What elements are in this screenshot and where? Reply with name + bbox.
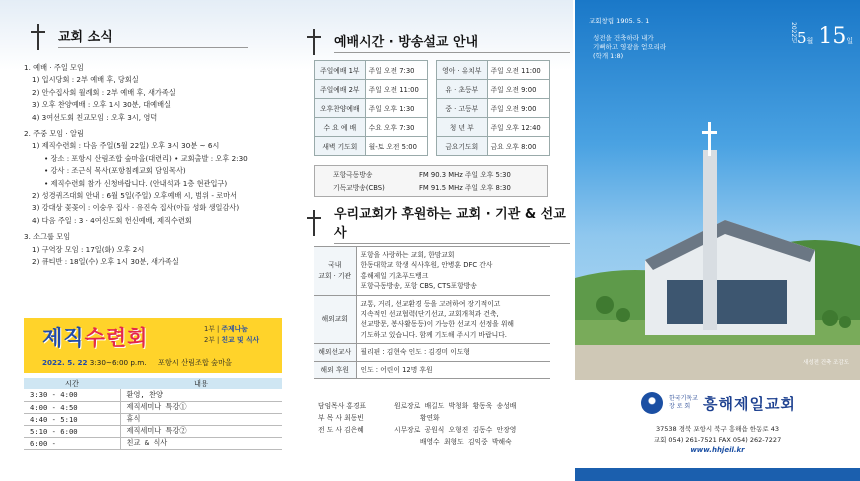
col-header-time: 시간 [24, 378, 120, 389]
cover-day-unit: 일 [846, 37, 854, 45]
news-group-heading: 1. 예배 · 주일 모임 [24, 63, 84, 72]
support-line: 교통, 거리, 선교환경 등을 고려하여 장기적이고 [360, 299, 501, 308]
worship-times-table-right [436, 60, 550, 156]
staff-row: 황연화 [394, 414, 440, 422]
cell-time: 3:30 - 4:00 [24, 389, 120, 401]
table-row [24, 389, 282, 401]
worship-title: 예배시간 · 방송설교 안내 [334, 31, 570, 53]
table-header-row [24, 378, 282, 389]
support-line: 지속적인 선교협력(단기선교, 교회개척과 건축, [360, 310, 499, 319]
tree [596, 296, 614, 314]
cross-icon [306, 29, 322, 55]
denomination [669, 395, 698, 411]
table-row [314, 361, 550, 378]
verse-line: 성전을 건축하라 내가 [593, 34, 654, 42]
support-category: 해외선교사 [314, 344, 356, 361]
support-detail [356, 295, 550, 344]
support-line: 포항극동방송, 포항 CBS, CTS포항방송 [360, 282, 477, 291]
cover-panel [575, 0, 860, 481]
support-line: 포항을 사랑하는 교회, 한맘교회 [360, 251, 455, 259]
bell-tower [703, 150, 717, 330]
table-row [24, 425, 282, 437]
table-row [314, 247, 550, 296]
news-item: 2) 큐티반 : 18일(수) 오후 1시 30분, 새가족실 [32, 257, 179, 267]
service-time: 월-토 오전 5:00 [365, 137, 427, 156]
news-item: 3) 오후 찬양예배 : 오후 1시 30분, 대예배실 [32, 100, 171, 110]
support-detail [356, 344, 550, 361]
table-row [24, 401, 282, 413]
service-time: 주일 오전 7:30 [365, 61, 427, 80]
news-group-worship [24, 62, 286, 124]
service-name: 오후찬양예배 [315, 99, 366, 118]
church-building-illustration [575, 0, 860, 380]
support-line: 한동대학교 학생 식사후원, 안병훈 DFC 간사 [360, 261, 493, 270]
service-time: 수요 오후 7:30 [365, 118, 427, 137]
support-line: 선교방문, 봉사활동등)이 가능한 선교지 선정을 위해 [360, 320, 514, 329]
church-news-title: 교회 소식 [58, 26, 248, 48]
news-item: 2) 성경퀴즈대회 안내 : 6월 5일(주일) 오후예배 시, 범위 - 로마서 [32, 191, 238, 201]
retreat-tag-1 [204, 324, 259, 335]
support-line: 인도 : 어린이 12명 후원 [360, 365, 433, 374]
news-item: • 제직수련회 참가 신청바랍니다. (안내석과 1층 현관입구) [44, 178, 228, 188]
support-category: 해외교회 [314, 295, 356, 344]
table-row [315, 99, 428, 118]
news-item: 4) 3여선도회 친교모임 : 오후 3시, 영덕 [32, 112, 158, 122]
retreat-title-a: 제직 [42, 326, 85, 350]
support-category: 해외 후원 [314, 361, 356, 378]
dept-time: 주일 오전 9:00 [487, 80, 549, 99]
cell-content: 친교 & 식사 [120, 437, 282, 449]
church-name: 흥해제일교회 [702, 394, 796, 413]
table-row [437, 61, 550, 80]
cover-year: 2022년 [790, 22, 797, 44]
dept-name: 청 년 부 [437, 118, 488, 137]
support-line: 홍해제일 기초푸드뱅크 [360, 271, 429, 280]
broadcast-row [333, 169, 547, 182]
denomination-line: 한국기독교 [669, 395, 698, 402]
church-logo [641, 392, 796, 414]
staff-row: 부 목 사 최동빈 [318, 414, 364, 422]
cell-time: 4:00 - 4:50 [24, 401, 120, 413]
support-line: 기도하고 있습니다. 함께 기도해 주시기 바랍니다. [360, 330, 507, 339]
cover-month-unit: 월 [806, 37, 814, 45]
verse-line: 기뻐하고 영광을 얻으리라 [593, 43, 667, 51]
retreat-title-b: 수련회 [84, 326, 149, 350]
established-text: 교회창립 1905. 5. 1 [589, 17, 650, 25]
verse-line: (학개 1:8) [593, 52, 624, 60]
retreat-tag-1-part: 1부 | [204, 325, 222, 333]
church-phone: 교회 054) 261-7521 FAX 054) 262-7227 [653, 436, 782, 444]
retreat-time: 3:30~6:00 p.m. [89, 358, 147, 367]
support-line: 필리핀 : 김현숙 인도 : 김경미 이도형 [360, 348, 470, 357]
table-row [24, 437, 282, 449]
cell-time: 5:10 - 6:00 [24, 425, 120, 437]
church-address: 37538 경북 포항시 북구 흥해읍 한동로 43 [656, 425, 779, 433]
staff-row: 시무장로 공원식 오형진 김동수 안장영 [394, 426, 517, 434]
service-time: 주일 오전 11:00 [365, 80, 427, 99]
cell-content: 휴식 [120, 413, 282, 425]
dept-name: 유 · 초등부 [437, 80, 488, 99]
table-row [24, 413, 282, 425]
cover-month: 5 [797, 29, 807, 47]
elders-column [394, 400, 550, 448]
support-detail [356, 361, 550, 378]
table-row [314, 295, 550, 344]
col-header-content: 내용 [120, 378, 282, 389]
news-group-heading: 3. 소그룹 모임 [24, 232, 71, 242]
retreat-tags [204, 324, 259, 346]
tower-cross-horizontal [702, 131, 717, 134]
church-emblem-icon [641, 392, 663, 414]
news-item: 1) 구역장 모임 : 17일(화) 오후 2시 [32, 244, 145, 254]
news-group-heading: 2. 주중 모임 · 알림 [24, 129, 84, 139]
tree [616, 308, 630, 322]
church-news-header [30, 22, 248, 52]
news-item: 3) 강대상 꽃꽂이 : 이숭우 집사 · 유진숙 집사(아들 성화 생일감사) [32, 203, 240, 213]
broadcast-box [314, 165, 548, 197]
news-item: 4) 다음 주일 : 3 · 4여신도회 헌신예배, 제직수련회 [32, 215, 192, 225]
building-glass [667, 280, 787, 324]
dept-time: 주일 오후 12:40 [487, 118, 549, 137]
table-row [437, 137, 550, 156]
table-row [437, 118, 550, 137]
broadcast-station: 포항극동방송 [333, 171, 373, 179]
church-news-panel [0, 0, 290, 481]
support-category: 국내 교회 · 기관 [314, 247, 356, 296]
retreat-place: 포항시 산림조합 숲마을 [157, 358, 232, 367]
news-list [24, 62, 286, 273]
cover-image [575, 0, 860, 380]
cell-time: 4:40 - 5:10 [24, 413, 120, 425]
retreat-tag-2-part: 2부 | [204, 336, 222, 344]
staff-row: 원로장로 배길도 박청화 황동욱 송성배 [394, 402, 517, 410]
support-title: 우리교회가 후원하는 교회 · 기관 & 선교사 [334, 203, 570, 244]
retreat-tag-1-label: 주제나눔 [221, 325, 248, 333]
table-row [437, 99, 550, 118]
illustration-caption: 새성전 건축 조감도 [803, 360, 850, 366]
broadcast-row [333, 182, 547, 195]
service-name: 새벽 기도회 [315, 137, 366, 156]
service-name: 주일예배 1부 [315, 61, 366, 80]
staff-row: 배영수 최형도 김익중 박해숙 [394, 438, 512, 446]
table-row [315, 80, 428, 99]
table-row [315, 118, 428, 137]
staff-row: 담임목사 홍경표 [318, 402, 367, 410]
tower-cross-vertical [708, 122, 711, 156]
worship-header [306, 27, 570, 57]
broadcast-station: 기독교방송(CBS) [333, 184, 385, 192]
service-name: 주일예배 2부 [315, 80, 366, 99]
retreat-tag-2-label: 친교 및 식사 [221, 336, 260, 344]
cell-content: 제직세미나 특강② [120, 425, 282, 437]
retreat-banner [24, 318, 282, 373]
table-row [314, 344, 550, 361]
news-item: 2) 안수집사회 월례회 : 2부 예배 후, 새가족실 [32, 87, 176, 97]
broadcast-info: FM 91.5 MHz 주일 오후 8:30 [419, 184, 511, 192]
support-table [314, 246, 550, 379]
news-group-smallgroup [24, 231, 286, 268]
table-row [315, 61, 428, 80]
staff-row: 전 도 사 김은혜 [318, 426, 364, 434]
cell-content: 제직세미나 특강① [120, 401, 282, 413]
broadcast-info: FM 90.3 MHz 주일 오후 5:30 [419, 171, 511, 179]
news-item: • 장소 : 포항시 산림조합 숲마을(대련리) • 교회출발 : 오후 2:30 [44, 153, 248, 163]
retreat-schedule-table [24, 378, 282, 450]
cell-content: 환영, 찬양 [120, 389, 282, 401]
support-header [306, 206, 570, 241]
news-item: 1) 입시당회 : 2부 예배 후, 당회실 [32, 75, 139, 85]
news-group-weekday [24, 128, 286, 227]
table-row [437, 80, 550, 99]
dept-name: 영아 · 유치부 [437, 61, 488, 80]
cover-bottom-bar [575, 468, 860, 481]
retreat-title [42, 322, 148, 352]
retreat-info [42, 358, 232, 368]
news-item: • 강사 : 조근식 목사(포항침례교회 담임목사) [44, 166, 186, 176]
tree [839, 316, 851, 328]
table-row [315, 137, 428, 156]
church-website-link[interactable]: www.hhjeil.kr [690, 446, 745, 454]
worship-times-table-left [314, 60, 428, 156]
dept-time: 주일 오전 9:00 [487, 99, 549, 118]
worship-panel [290, 0, 573, 481]
cell-time: 6:00 - [24, 437, 120, 449]
news-item: 1) 제직수련회 : 다음 주일(5월 22일) 오후 3시 30분 ~ 6시 [32, 141, 220, 151]
cover-day: 15 [818, 24, 847, 49]
dept-name: 중 · 고등부 [437, 99, 488, 118]
pastors-column [318, 400, 390, 436]
cross-icon [306, 210, 322, 236]
retreat-date: 2022. 5. 22 [42, 358, 88, 367]
service-name: 수 요 예 배 [315, 118, 366, 137]
cross-icon [30, 24, 46, 50]
dept-time: 금요 오후 8:00 [487, 137, 549, 156]
denomination-line: 장 로 회 [669, 403, 691, 410]
support-detail [356, 247, 550, 296]
dept-name: 금요기도회 [437, 137, 488, 156]
service-time: 주일 오후 1:30 [365, 99, 427, 118]
tree [822, 310, 838, 326]
retreat-tag-2 [204, 335, 259, 346]
dept-time: 주일 오전 11:00 [487, 61, 549, 80]
